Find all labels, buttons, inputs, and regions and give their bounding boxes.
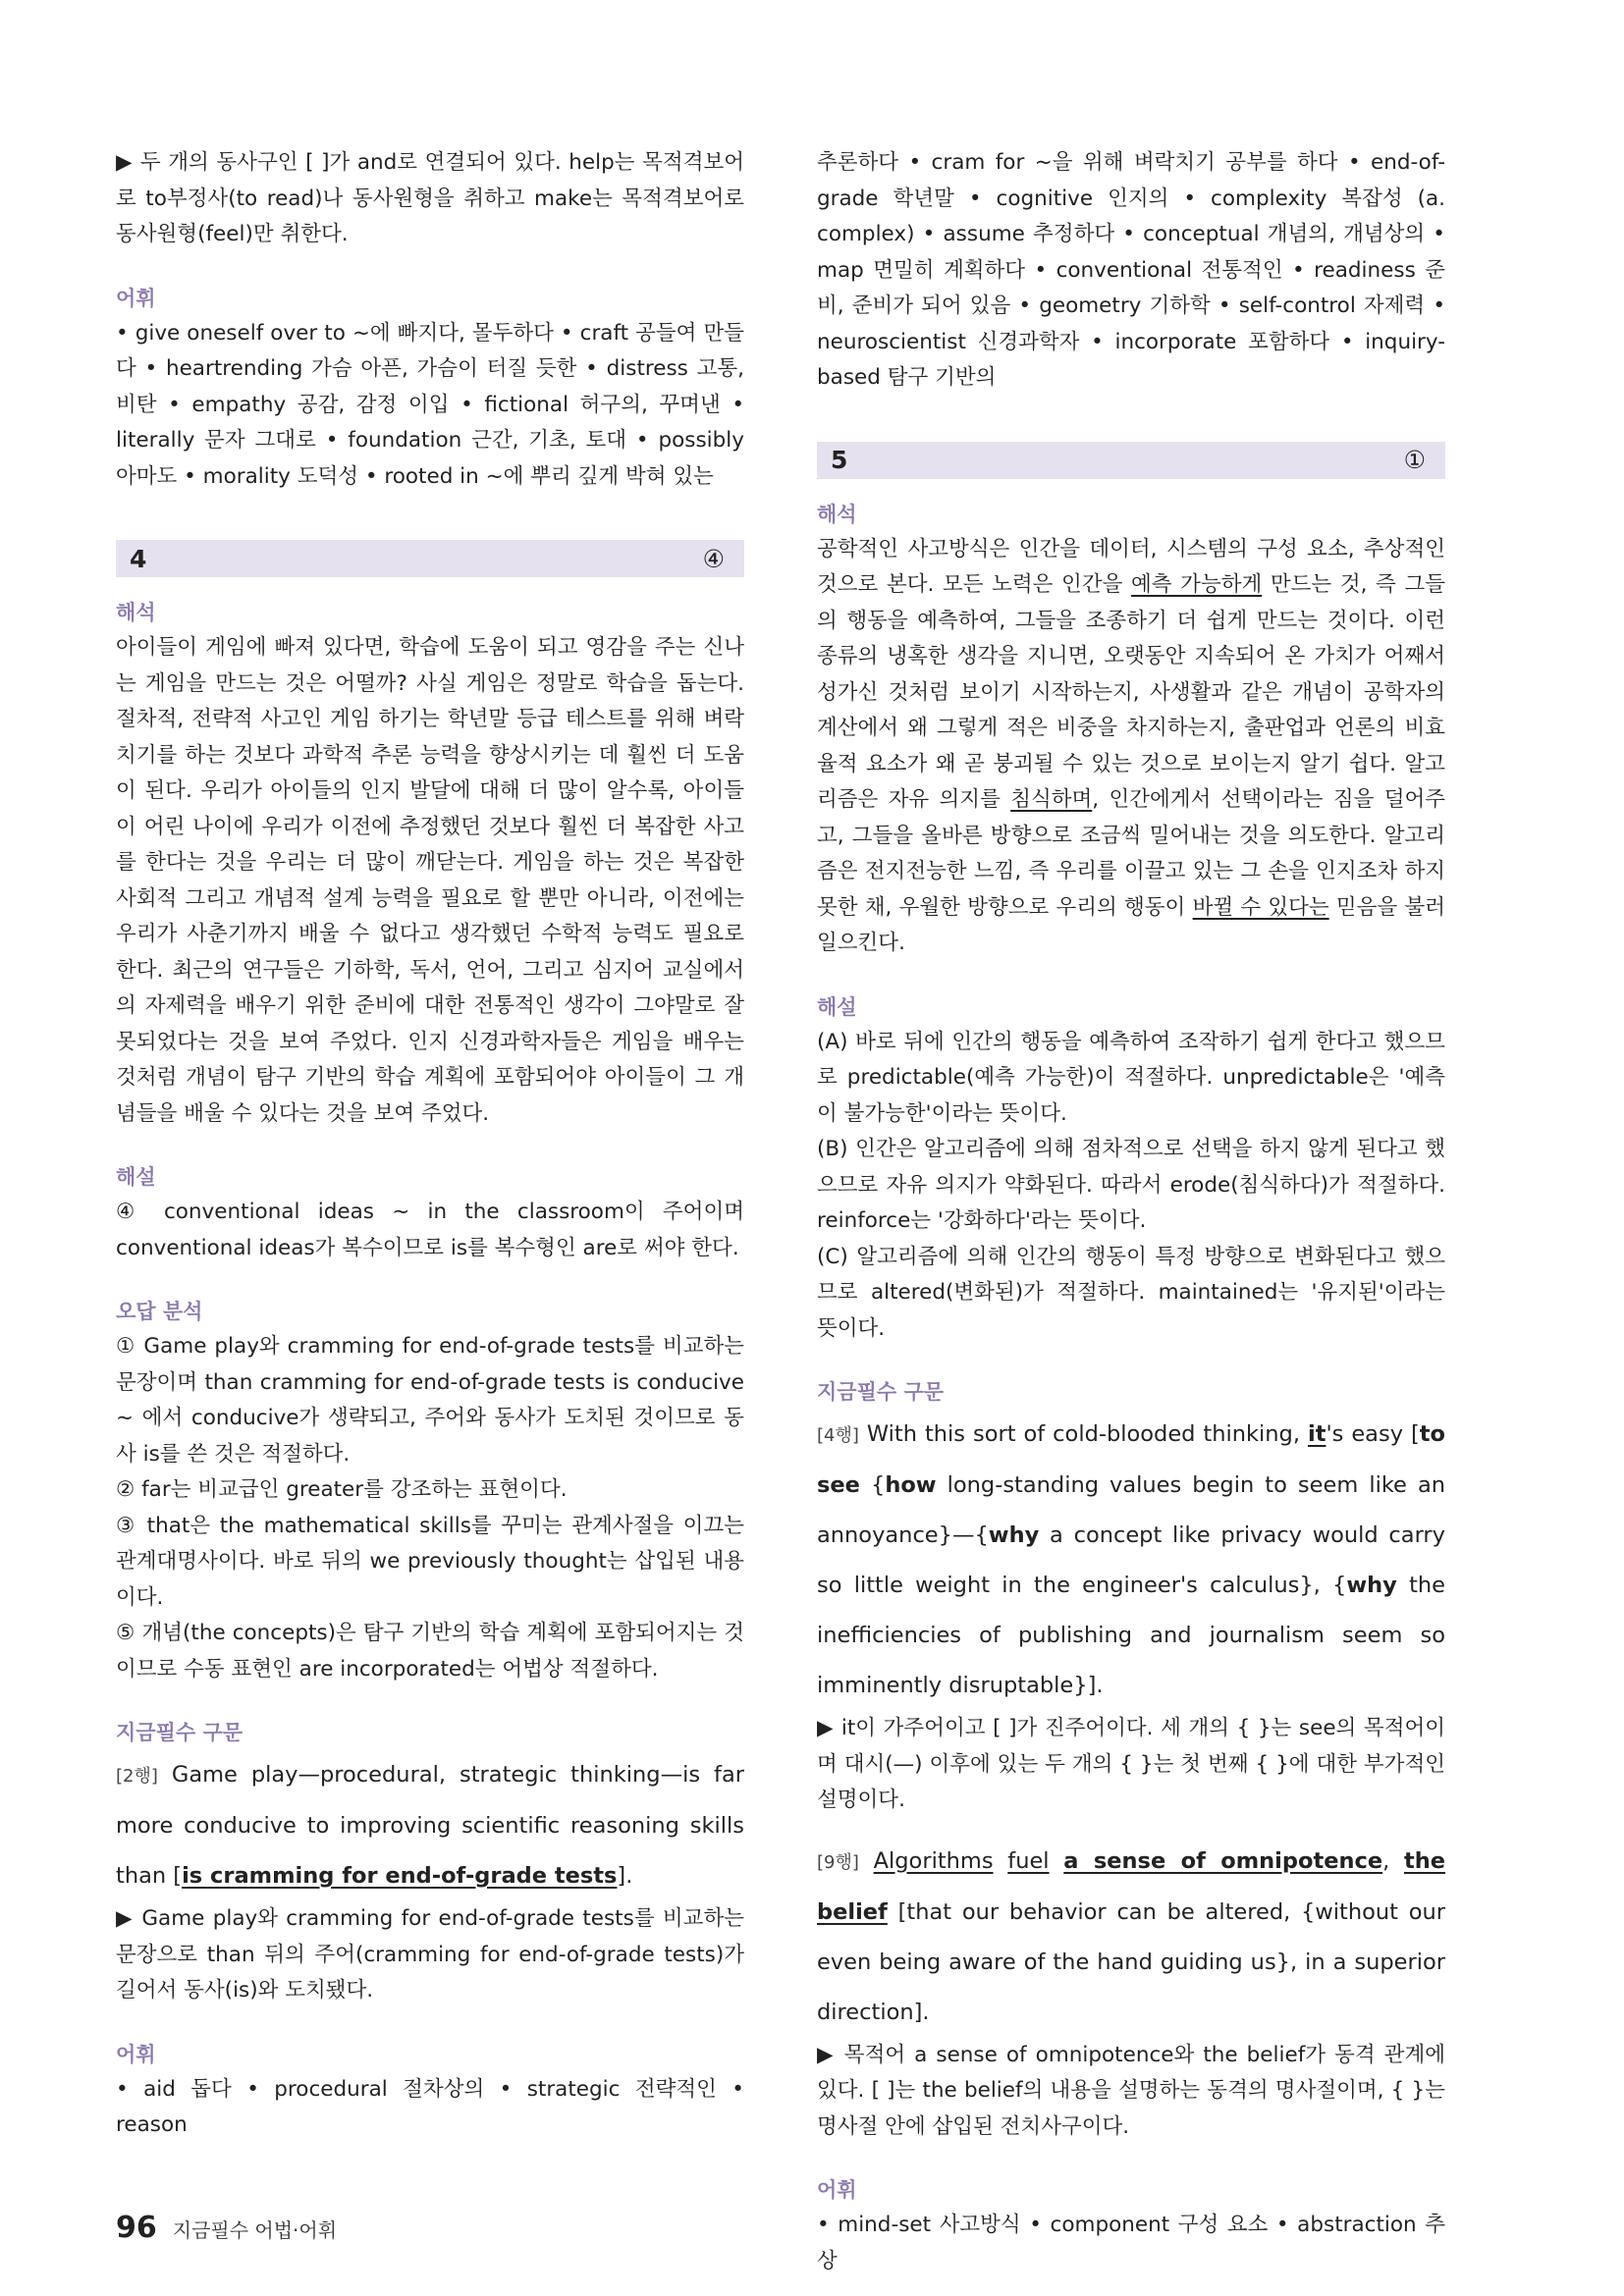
object: a sense of omnipotence	[1063, 1847, 1383, 1874]
sentence-part: a concept like privacy would carry so little weight in the engineer's calculus}, {	[817, 1522, 1445, 1598]
page-number: 96	[116, 2211, 157, 2245]
wrong-answer-3: ③ that은 the mathematical skills를 꾸미는 관계사절을 이끄는 관계대명사이다. 바로 뒤의 we previously thought는 삽입된 내용이다.	[116, 1513, 744, 1610]
key-syntax-label-brand: 지금필수	[817, 1380, 897, 1404]
sentence-part: the inefficiencies of publishing and journalism seem so imminently disruptable}].	[817, 1573, 1446, 1698]
sentence-part	[1050, 1848, 1064, 1874]
right-column	[817, 145, 1445, 2279]
sentence-part: {	[859, 1472, 886, 1498]
sentence-end: ].	[617, 1863, 633, 1889]
vocab-label: 어휘	[116, 286, 156, 310]
explanation-c: (C) 알고리즘에 의해 인간의 행동이 특정 방향으로 변화된다고 했으므로 altered(변화된)가 적절하다. maintained는 '유지된'이라는 뜻이다.	[817, 1244, 1445, 1341]
vocab-list: • give oneself over to ~에 빠지다, 몰두하다 • craft 공들여 만들다 • heartrending 가슴 아픈, 가슴이 터질 듯한 • distress 고통, 비탄 • empathy 공감, 감정 이입 • fictional 허구의, 꾸며낸 • literally 문자 그대로 • foundation 근간, 기초, 토대 • possibly 아마도 • morality 도덕성 • rooted in ~에 뿌리 깊게 박혀 있는	[116, 320, 744, 489]
line-tag: [4행]	[817, 1425, 859, 1446]
key-syntax-explanation: ▶ Game play와 cramming for end-of-grade tests를 비교하는 문장으로 than 뒤의 주어(cramming for end-of-grade tests)가 길어서 동사(is)와 도치됐다.	[116, 1906, 744, 2002]
key-syntax-label	[116, 1715, 744, 1750]
question-number: 5	[831, 446, 848, 474]
vocab-list-2: • aid 돕다 • procedural 절차상의 • strategic 전략적인 • reason	[116, 2076, 744, 2137]
answer-underline-a: 예측 가능하게	[1131, 572, 1263, 597]
left-column	[116, 145, 744, 2144]
sentence-part: [that our behavior can be altered, {without our even being aware of the hand guiding us}, in a superior direction].	[817, 1898, 1445, 2025]
sentence-part: 's easy [	[1326, 1421, 1420, 1447]
vocab-list: • mind-set 사고방식 • component 구성 요소 • abstraction 추상	[817, 2213, 1445, 2273]
line-tag: [2행]	[116, 1766, 158, 1787]
question-4-header	[116, 540, 744, 577]
vocab-label: 어휘	[817, 2178, 857, 2202]
inverted-clause: is cramming for end-of-grade tests	[182, 1863, 618, 1889]
wrong-answer-1: ① Game play와 cramming for end-of-grade tests를 비교하는 문장이며 than cramming for end-of-grade tests is conducive ~ 에서 conducive가 생략되고, 주어와 동사가 도치된 것이므로 동사 is를 쓴 것은 적절하다.	[116, 1334, 744, 1467]
explanation-text: ④ conventional ideas ~ in the classroom이 주어이며 conventional ideas가 복수이므로 is를 복수형인 are로 써야 한다.	[116, 1200, 744, 1260]
subject: Algorithms	[873, 1847, 994, 1874]
translation-part: 만드는 것, 즉 그들의 행동을 예측하여, 그들을 조종하기 더 쉽게 만드는 것이다. 이런 종류의 냉혹한 생각을 지니면, 오랫동안 지속되어 온 가치가 어째서 성가신 것처럼 보이기 시작하는지, 사생활과 같은 개념이 공학자의 계산에서 왜 그렇게 적은 비중을 차지하는지, 출판업과 언론의 비효율적 요소가 왜 곧 붕괴될 수 있는 것으로 보이는지 알기 쉽다. 알고리즘은 자유 의지를	[817, 572, 1445, 812]
question-number: 4	[130, 544, 147, 573]
key-syntax-label-suffix: 구문	[195, 1721, 244, 1744]
object-1: how	[885, 1472, 937, 1498]
key-syntax-label-suffix: 구문	[896, 1380, 945, 1404]
sentence-part	[994, 1848, 1008, 1874]
vocab-list-continued: 추론하다 • cram for ~을 위해 벼락치기 공부를 하다 • end-of-grade 학년말 • cognitive 인지의 • complexity 복잡성 (a. complex) • assume 추정하다 • conceptual 개념의, 개념상의 • map 면밀히 계획하다 • conventional 전통적인 • readiness 준비, 준비가 되어 있음 • geometry 기하학 • self-control 자제력 • neuroscientist 신경과학자 • incorporate 포함하다 • inquiry-based 탐구 기반의	[817, 150, 1445, 390]
book-title: 지금필수 어법·어휘	[172, 2218, 338, 2242]
answer-mark: ①	[1403, 446, 1426, 474]
key-syntax-explanation-2: ▶ 목적어 a sense of omnipotence와 the belief가 동격 관계에 있다. [ ]는 the belief의 내용을 설명하는 동격의 명사절이며, { }는 명사절 안에 삽입된 전치사구이다.	[817, 2042, 1445, 2139]
verb: fuel	[1007, 1847, 1050, 1874]
sentence-part	[859, 1848, 874, 1874]
translation-part: , 인간에게서 선택이라는 짐을 덜어주고, 그들을 올바른 방향으로 조금씩 밀어내는 것을 의도한다. 알고리즘은 전지전능한 느낌, 즉 우리를 이끌고 있는 그 손을 인지조차 하지 못한 채, 우월한 방향으로 우리의 행동이	[817, 787, 1446, 920]
answer-mark: ④	[702, 544, 725, 573]
page-footer	[116, 2211, 337, 2245]
wrong-answer-label: 오답 분석	[116, 1300, 203, 1323]
key-syntax-label-brand: 지금필수	[116, 1721, 196, 1744]
key-syntax-sentence: [2행] Game play—procedural, strategic thinking—is far more conducive to improving scientific reasoning skills than [is cramming for end-of-grade tests].	[116, 1762, 744, 1889]
appositive: the belief	[817, 1847, 1446, 1925]
wrong-answer-5: ⑤ 개념(the concepts)은 탐구 기반의 학습 계획에 포함되어지는 것이므로 수동 표현인 are incorporated는 어법상 적절하다.	[116, 1621, 744, 1682]
wrong-answer-2: ② far는 비교급인 greater를 강조하는 표현이다.	[116, 1477, 568, 1502]
key-syntax-label	[817, 1374, 1445, 1410]
translation-part: 믿음을 불러일으킨다.	[817, 894, 1445, 955]
sentence-part: long-standing values begin to seem like an annoyance}—{	[817, 1472, 1446, 1548]
explanation-a: (A) 바로 뒤에 인간의 행동을 예측하여 조작하기 쉽게 한다고 했으므로 predictable(예측 가능한)이 적절하다. unpredictable은 '예측이 불가능한'이라는 뜻이다.	[817, 1029, 1445, 1126]
key-syntax-explanation-1: ▶ it이 가주어이고 [ ]가 진주어이다. 세 개의 { }는 see의 목적어이며 대시(—) 이후에 있는 두 개의 { }는 첫 번째 { }에 대한 부가적인 설명이다.	[817, 1716, 1445, 1812]
dummy-subject: it	[1307, 1421, 1326, 1447]
answer-underline-c: 바뀔 수 있다는	[1192, 894, 1329, 920]
object-3: why	[1346, 1573, 1397, 1598]
translation-part: 공학적인 사고방식은 인간을 데이터, 시스템의 구성 요소, 추상적인 것으로 본다. 모든 노력은 인간을	[817, 536, 1445, 597]
key-syntax-sentence-1	[817, 1410, 1445, 1711]
translation-text	[817, 532, 1445, 962]
sentence-part: With this sort of cold-blooded thinking,	[858, 1421, 1308, 1447]
line-tag: [9행]	[817, 1851, 859, 1873]
answer-underline-b: 침식하며	[1010, 787, 1093, 812]
object-2: why	[988, 1522, 1040, 1548]
real-subject: to see	[817, 1421, 1445, 1498]
translation-text: 아이들이 게임에 빠져 있다면, 학습에 도움이 되고 영감을 주는 신나는 게임을 만드는 것은 어떨까? 사실 게임은 정말로 학습을 돕는다. 절차적, 전략적 사고인 게임 하기는 학년말 등급 테스트를 위해 벼락치기를 하는 것보다 과학적 추론 능력을 향상시키는 데 훨씬 더 도움이 된다. 우리가 아이들의 인지 발달에 대해 더 많이 알수록, 아이들이 어린 나이에 우리가 이전에 추정했던 것보다 훨씬 더 복잡한 사고를 한다는 것을 우리는 더 많이 깨닫는다. 게임을 하는 것은 복잡한 사회적 그리고 개념적 설계 능력을 필요로 할 뿐만 아니라, 이전에는 우리가 사춘기까지 배울 수 없다고 생각했던 수학적 능력도 필요로 한다. 최근의 연구들은 기하학, 독서, 언어, 그리고 심지어 교실에서의 자제력을 배우기 위한 준비에 대한 전통적인 생각이 그야말로 잘못되었다는 것을 보여 주었다. 인지 신경과학자들은 게임을 배우는 것처럼 개념이 탐구 기반의 학습 계획에 포함되어야 아이들이 그 개념들을 배울 수 있다는 것을 보여 주었다.	[116, 635, 744, 1126]
translation-label: 해석	[116, 601, 156, 624]
key-syntax-sentence-2	[817, 1837, 1445, 2038]
sentence-part: Game play—procedural, strategic thinking—is far more conducive to improving scientific reasoning skills than	[116, 1762, 744, 1889]
explanation-b: (B) 인간은 알고리즘에 의해 점차적으로 선택을 하지 않게 된다고 했으므로 자유 의지가 약화된다. 따라서 erode(침식하다)가 적절하다. reinforce는 '강화하다'라는 뜻이다.	[817, 1137, 1445, 1233]
translation-label: 해석	[817, 502, 857, 526]
sentence-part: ,	[1382, 1847, 1404, 1874]
question-5-header	[817, 442, 1445, 479]
explanation-label: 해설	[116, 1165, 156, 1189]
vocab-label-2: 어휘	[116, 2042, 156, 2066]
explanation-label: 해설	[817, 994, 857, 1019]
intro-explanation: ▶ 두 개의 동사구인 [ ]가 and로 연결되어 있다. help는 목적격보어로 to부정사(to read)나 동사원형을 취하고 make는 목적격보어로 동사원형(feel)만 취한다.	[116, 150, 744, 246]
